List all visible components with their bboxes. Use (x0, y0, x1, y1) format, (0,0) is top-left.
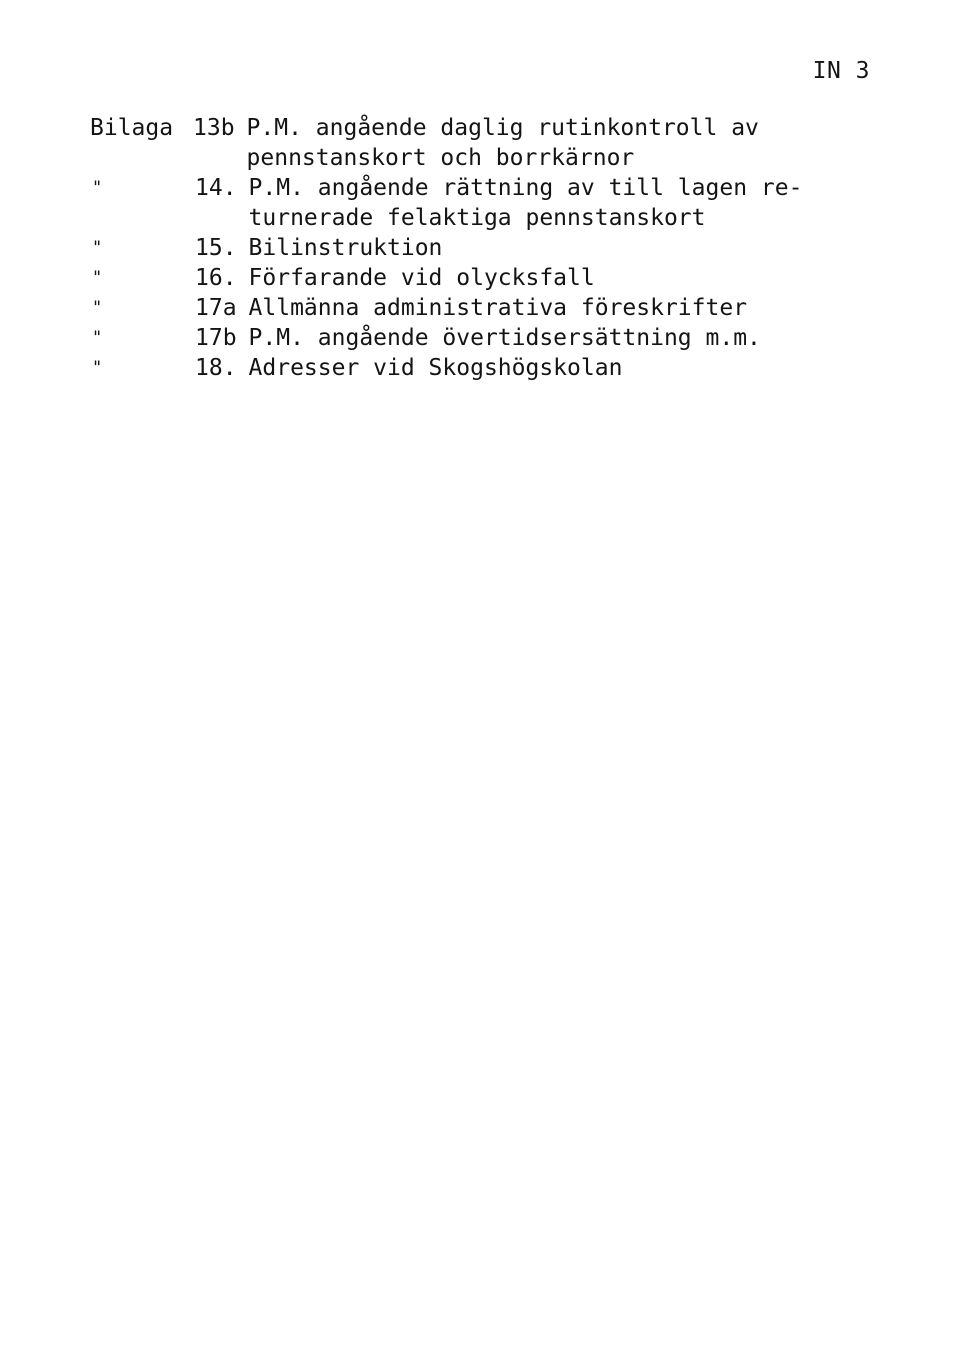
attachment-title-line: pennstanskort och borrkärnor (246, 145, 635, 171)
attachment-number: 17b (195, 325, 237, 351)
ditto-mark: " (92, 178, 103, 198)
page-number: IN 3 (812, 58, 870, 84)
ditto-mark: " (92, 268, 103, 288)
attachment-title (249, 233, 443, 263)
attachment-item-17b (90, 323, 890, 353)
attachment-number: 15. (195, 235, 237, 261)
attachment-number: 14. (195, 175, 237, 201)
ditto-mark: " (92, 328, 103, 348)
attachment-title (249, 173, 803, 233)
attachment-title-line: P.M. angående övertidsersättning m.m. (248, 325, 761, 351)
attachment-item-13b (90, 113, 890, 173)
attachment-title-line: Bilinstruktion (248, 235, 443, 261)
attachment-item-17a (90, 293, 890, 323)
attachment-title (249, 353, 623, 383)
attachment-title-line: P.M. angående rättning av till lagen re- (248, 175, 803, 201)
attachment-item-18 (90, 353, 890, 383)
attachment-title (249, 293, 748, 323)
attachment-number: 17a (195, 295, 237, 321)
attachment-number: 16. (195, 265, 237, 291)
attachment-item-14 (90, 173, 890, 233)
ditto-mark: " (92, 358, 103, 378)
attachment-title (249, 323, 761, 353)
attachment-title (247, 113, 759, 173)
ditto-mark: " (92, 298, 103, 318)
attachment-title (249, 263, 595, 293)
attachment-number: 18. (195, 355, 237, 381)
ditto-mark: " (92, 238, 103, 258)
attachment-number: 13b (193, 115, 235, 141)
attachment-item-15 (90, 233, 890, 263)
attachment-title-line: P.M. angående daglig rutinkontroll av (246, 115, 759, 141)
attachment-title-line: Förfarande vid olycksfall (248, 265, 595, 291)
attachment-item-16 (90, 263, 890, 293)
attachment-title-line: Adresser vid Skogshögskolan (248, 355, 623, 381)
attachment-list (90, 113, 890, 383)
attachment-title-line: turnerade felaktiga pennstanskort (248, 205, 706, 231)
attachment-title-line: Allmänna administrativa föreskrifter (248, 295, 748, 321)
attachment-prefix: Bilaga (90, 115, 174, 141)
